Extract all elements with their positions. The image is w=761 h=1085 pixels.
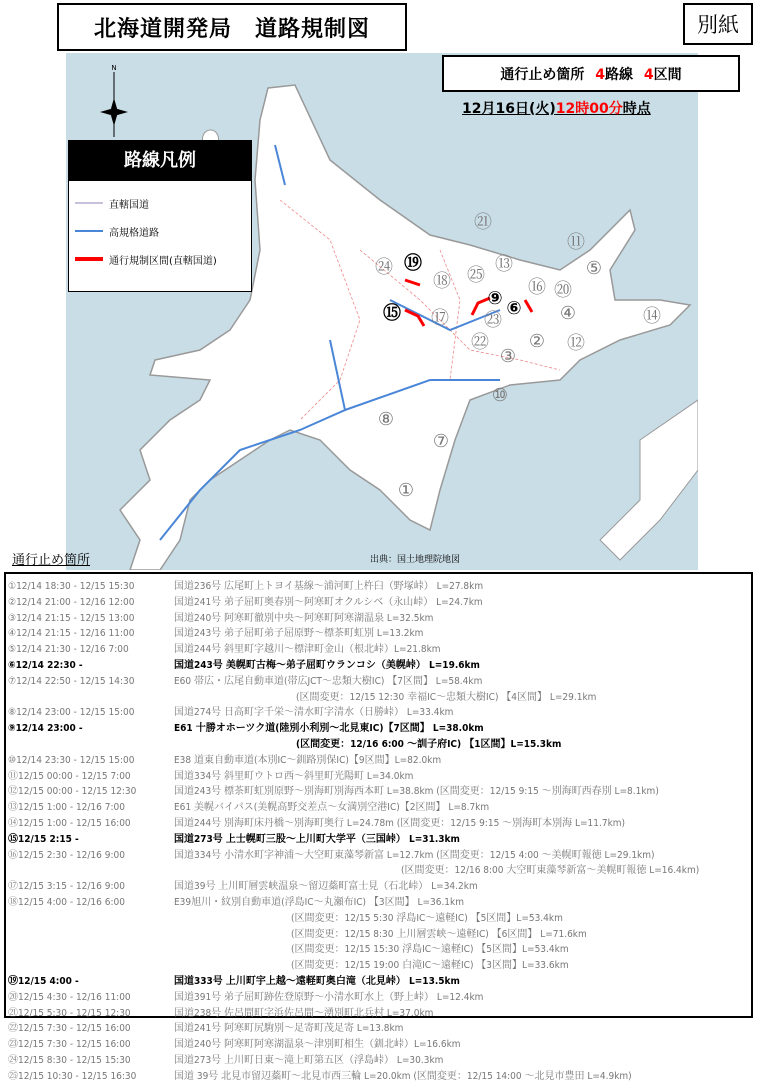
closure-row [6,816,751,832]
closure-description: (区間変更：12/16 6:00 ～訓子府IC) 【1区間】L=15.3km [296,738,562,750]
closure-row [6,784,751,800]
closure-period: ⑯12/15 2:30 - 12/16 9:00 [8,849,125,861]
closure-period: ⑩12/14 23:30 - 12/15 15:00 [8,754,135,766]
closure-row [6,595,751,611]
closure-period: ⑤12/14 21:30 - 12/16 7:00 [8,644,129,656]
closure-period: ⑮12/15 2:15 - [8,833,79,845]
closure-description: 国道240号 阿寒町阿寒湖温泉～津別町相生（釧北峠）L=16.6km [174,1039,461,1051]
closure-period: ②12/14 21:00 - 12/16 12:00 [8,596,135,608]
closure-marker-21: ㉑ [474,212,492,233]
sakhalin-coast [600,400,698,560]
legend-item-closure [69,245,251,273]
closure-row [6,1053,751,1069]
closure-row [6,848,751,864]
closure-row [6,927,751,943]
as-of-suffix: 時点 [622,101,651,117]
closure-description: E39旭川・紋別自動車道(浮島IC～丸瀬布IC) 【3区間】 L=36.1km [174,896,465,908]
as-of-time: 12時00分 [555,101,623,117]
closure-period: ⑫12/15 00:00 - 12/15 12:30 [8,786,137,798]
closure-description: 国道391号 弟子屈町跡佐登原野～小清水町水上（野上峠） L=12.4km [174,991,484,1003]
closure-marker-23: ㉓ [484,310,502,331]
closure-row [6,832,751,848]
legend-label: 高規格道路 [109,227,159,239]
as-of-timestamp [462,98,651,118]
closure-marker-8: ⑧ [377,409,395,430]
legend-label: 通行規制区間(直轄国道) [109,255,217,267]
closure-marker-25: ㉕ [467,265,485,286]
closure-row [6,911,751,927]
closure-description: E38 道東自動車道(本別IC～釧路別保IC)【9区間】L=82.0km [174,754,442,766]
closure-marker-7: ⑦ [432,431,450,452]
closure-marker-6: ⑥ [506,298,522,319]
closure-row [6,990,751,1006]
road-map [66,53,698,570]
closure-row [6,942,751,958]
closure-marker-17: ⑰ [431,308,449,329]
closure-list-label: 通行止め箇所 [12,553,91,568]
closure-period: ㉔12/15 8:30 - 12/15 15:30 [8,1054,131,1066]
closure-period: ⑧12/14 23:00 - 12/15 15:00 [8,707,135,719]
closure-row [6,879,751,895]
closure-description: 国道244号 別海町床丹橋～別海町奥行 L=24.78m (区間変更：12/15 9:15 ～別海町本別海 L=11.7km) [174,817,626,829]
closure-marker-18: ⑱ [433,271,451,292]
closure-period: ⑦12/14 22:50 - 12/15 14:30 [8,675,135,687]
closure-marker-22: ㉒ [471,332,489,353]
sections-count: 4 [643,66,654,83]
route-legend [68,140,252,292]
compass-label: N [111,64,117,72]
closure-period: ⑱12/15 4:00 - 12/16 6:00 [8,896,125,908]
closure-period: ⑭12/15 1:00 - 12/15 16:00 [8,817,131,829]
attachment-label: 別紙 [683,3,753,45]
closure-period: ⑳12/15 4:30 - 12/16 11:00 [8,991,131,1003]
closure-row [6,1069,751,1085]
closure-period: ⑪12/15 00:00 - 12/15 7:00 [8,770,131,782]
closure-period: ㉑12/15 5:30 - 12/15 12:30 [8,1007,131,1019]
closure-description: (区間変更：12/15 15:30 浮島IC～遠軽IC) 【5区間】L=53.4km [291,944,569,956]
closure-period: ⑬12/15 1:00 - 12/16 7:00 [8,802,125,814]
closure-row [6,626,751,642]
closure-description: (区間変更：12/15 5:30 浮島IC～遠軽IC) 【5区間】L=53.4km [291,912,563,924]
closure-marker-15: ⑮ [383,303,401,324]
closure-marker-13: ⑬ [495,254,513,275]
closure-marker-14: ⑭ [643,306,661,327]
closure-description: 国道238号 佐呂間町字浜佐呂間～湧別町北兵村 L=37.0km [174,1007,434,1019]
closure-description: E61 美幌バイパス(美幌高野交差点～女満別空港IC)【2区間】 L=8.7km [174,802,490,814]
closure-row [6,737,751,753]
closure-row [6,800,751,816]
closure-row [6,1006,751,1022]
closure-marker-24: ㉔ [375,257,393,278]
map-source: 出典：国土地理院地図 [370,555,461,565]
legend-item-expressway [69,217,251,245]
closure-marker-5: ⑤ [585,258,603,279]
closure-description: 国道273号 上川町日東～滝上町第五区（浮島峠） L=30.3km [174,1054,444,1066]
closure-description: 国道244号 斜里町字越川～標津町金山（根北峠）L=21.8km [174,644,441,656]
closure-row [6,642,751,658]
closure-marker-2: ② [528,331,546,352]
closure-row [6,705,751,721]
closure-description: (区間変更：12/16 8:00 大空町東藻琴新富～美幌町報徳 L=16.4km) [401,865,700,877]
closure-description: 国道241号 弟子屈町奥春別～阿寒町オクルシベ（永山峠） L=24.7km [174,596,483,608]
closure-description: 国道273号 上士幌町三股～上川町大学平（三国峠） L=31.3km [174,833,460,845]
closure-marker-12: ⑫ [567,333,585,354]
closure-row [6,895,751,911]
closure-description: 国道333号 上川町宇上越～遠軽町奥白滝（北見峠） L=13.5km [174,975,460,987]
closure-period: ⑲12/15 4:00 - [8,975,79,987]
closure-row [6,1037,751,1053]
closure-description: 国道 39号 北見市留辺蘂町～北見市西三輪 L=20.0km (区間変更：12/15 14:00 ～北見市豊田 L=4.9km) [174,1070,632,1082]
closure-marker-1: ① [397,480,415,501]
closure-row [6,753,751,769]
closure-description: 国道334号 小清水町字神浦～大空町東藻琴新富 L=12.7km (区間変更：12/15 4:00 ～美幌町報徳 L=29.1km) [174,849,655,861]
closure-row [6,863,751,879]
closure-marker-19: ⑲ [404,253,422,274]
closure-row [6,769,751,785]
closure-period: ㉒12/15 7:30 - 12/15 16:00 [8,1023,131,1035]
closure-marker-10: ⑩ [491,385,509,406]
closure-description: (区間変更：12/15 19:00 白滝IC～遠軽IC) 【3区間】L=33.6km [291,960,569,972]
closure-period: ③12/14 21:15 - 12/15 13:00 [8,612,135,624]
routes-unit: 路線 [605,66,633,83]
closure-marker-3: ③ [499,346,517,367]
legend-item-national-road [69,189,251,217]
closure-period: ㉕12/15 10:30 - 12/15 16:30 [8,1070,137,1082]
closure-period: ⑥12/14 22:30 - [8,659,83,671]
closure-period: ①12/14 18:30 - 12/15 15:30 [8,581,135,592]
closure-description: 国道243号 標茶町虹別原野～別海町別海西本町 L=38.8km (区間変更：12/15 9:15 ～別海町西春別 L=8.1km) [174,786,659,798]
closure-marker-16: ⑯ [528,277,546,298]
closure-description: 国道39号 上川町層雲峡温泉～留辺蘂町富士見（石北峠） L=34.2km [174,881,478,893]
routes-count: 4 [595,66,605,83]
closure-row [6,658,751,674]
closure-description: 国道274号 日高町字千栄～清水町字清水（日勝峠） L=33.4km [174,707,454,719]
closure-period: ㉓12/15 7:30 - 12/15 16:00 [8,1039,131,1051]
closure-description: (区間変更：12/15 8:30 上川層雲峡～遠軽IC) 【6区間】 L=71.6km [291,928,587,940]
page-title: 北海道開発局 道路規制図 [57,3,407,51]
closure-row [6,579,751,595]
closure-description: 国道334号 斜里町ウトロ西～斜里町光陽町 L=34.0km [174,770,414,782]
closure-description: 国道243号 美幌町古梅～弟子屈町ウランコシ（美幌峠） L=19.6km [174,659,480,671]
closure-description: (区間変更：12/15 12:30 幸福IC～忠類大樹IC) 【4区間】 L=29.1km [296,691,597,703]
closure-summary [442,55,740,92]
closure-row [6,674,751,690]
closure-marker-4: ④ [559,303,577,324]
closure-row [6,974,751,990]
summary-label: 通行止め箇所 [500,66,585,83]
closure-description: 国道240号 阿寒町徹別中央～阿寒町阿寒湖温泉 L=32.5km [174,612,434,624]
legend-label: 直轄国道 [109,199,149,211]
closure-row [6,721,751,737]
closure-marker-9: ⑨ [487,288,503,309]
closure-marker-20: ⑳ [554,280,572,301]
closure-description: E60 帯広・広尾自動車道(帯広JCT～忠類大樹IC) 【7区間】 L=58.4km [174,675,483,687]
closure-description: 国道236号 広尾町上トヨイ基線～浦河町上杵臼（野塚峠） L=27.8km [174,581,484,592]
as-of-date: 12月16日(火) [462,101,556,117]
closure-row [6,611,751,627]
closure-description: 国道241号 阿寒町尻駒別～足寄町茂足寄 L=13.8km [174,1023,404,1035]
sections-unit: 区間 [653,66,682,83]
closure-period: ④12/14 21:15 - 12/16 11:00 [8,628,135,640]
closure-marker-11: ⑪ [567,232,585,253]
closure-description: 国道243号 弟子屈町弟子屈原野～標茶町虹別 L=13.2km [174,628,424,640]
closure-period: ⑨12/14 23:00 - [8,723,83,735]
legend-title: 路線凡例 [69,141,251,181]
closure-list [4,572,753,1082]
closure-row [6,690,751,706]
closure-row [6,958,751,974]
closure-description: E61 十勝オホーツク道(陸別小利別～北見東IC)【7区間】 L=38.0km [174,723,484,735]
compass-icon [100,72,128,137]
closure-period: ⑰12/15 3:15 - 12/16 9:00 [8,881,125,893]
